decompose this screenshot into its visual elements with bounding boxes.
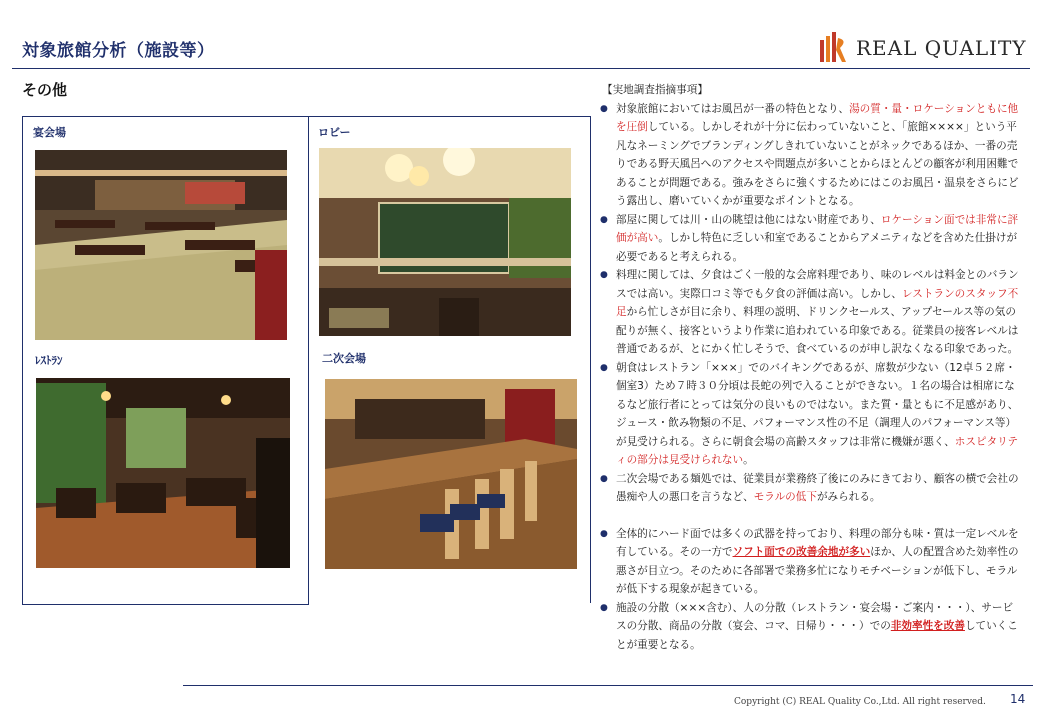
note-highlight: ロケーション面では非常に評価が高い (616, 213, 1019, 244)
note-highlight: レストランのスタッフ不足 (616, 287, 1019, 318)
note-highlight: ソフト面での改善余地が多い (732, 546, 871, 558)
note-text: 。 (743, 454, 754, 466)
photo-label-lobby: ロビー (318, 126, 351, 139)
note-item (600, 266, 1020, 359)
note-highlight: 非効率性を改善 (890, 620, 965, 632)
section-subtitle: その他 (22, 81, 68, 99)
note-text: 。しかし特色に乏しい和室であることからアメニティなどを含めた仕掛けが必要であると考えられる。 (616, 232, 1018, 263)
note-highlight: モラルの低下 (753, 491, 817, 503)
note-text: していくことが重要となる。 (616, 620, 1018, 651)
note-text: している。しかしそれが十分に伝わっていないこと、「旅館××××」という平凡なネーミングでブランディングしきれていないことがネックであるほか、一番の売りである野天風呂へのアクセスや問題点が多いことからほとんどの顧客が利用困難であることが問題である。強みをさらに強くするためにはこのお風呂・温泉をさらにどう露出し、磨いていくかが重要なポイントとなる。 (616, 121, 1019, 207)
page-number: 14 (1010, 692, 1026, 706)
bar-lounge-photo (325, 379, 577, 569)
note-item (600, 525, 1020, 599)
lobby-photo (319, 148, 571, 336)
photo-label-bar: 二次会場 (322, 352, 366, 365)
note-item (600, 359, 1020, 470)
photo-label-banquet: 宴会場 (33, 126, 66, 139)
note-item (600, 100, 1020, 211)
photo-label-restaurant: ﾚｽﾄﾗﾝ (35, 354, 63, 367)
company-logo (816, 30, 1027, 66)
note-text: 部屋に関しては川・山の眺望は他にはない財産であり、 (616, 213, 881, 226)
logo-text: REAL QUALITY (856, 36, 1027, 60)
copyright: Copyright (C) REAL Quality Co.,Ltd. All right reserved. (734, 697, 986, 707)
note-text: 二次会場である麺処では、従業員が業務終了後にのみにきており、顧客の横で会社の愚痴や人の悪口を言うなど、 (616, 472, 1019, 503)
real-quality-logo-icon (816, 30, 850, 66)
note-text: 対象旅館においてはお風呂が一番の特色となり、 (616, 102, 850, 115)
note-text: 料理に関しては、夕食はごく一般的な会席料理であり、味のレベルは料金とのバランスでは高い。実際口コミ等でも夕食の評価は高い。しかし、 (616, 269, 1019, 300)
note-highlight: 湯の質・量・ロケーションともに他を圧倒 (616, 102, 1019, 133)
banquet-hall-photo (35, 150, 287, 340)
footer-divider (183, 685, 1033, 686)
page-title: 対象旅館分析（施設等） (22, 41, 215, 61)
note-text: から忙しさが目に余り、料理の説明、ドリンクセールス、アップセールス等の気の配りが無く、接客というより作業に追われている印象である。従業員の接客レベルは普通であるが、とにかく忙しそうで、食べているのが申し訳なくなる印象であった。 (616, 306, 1019, 355)
note-item (600, 211, 1020, 267)
note-item (600, 599, 1020, 655)
title-divider (12, 68, 1030, 69)
restaurant-photo (36, 378, 290, 568)
note-text: 朝食はレストラン「×××」でのバイキングであるが、席数が少ない（12卓５２席・個室3）ため７時３０分頃は長蛇の列で入ることができない。１名の場合は相席になるなど旅行者にとっては気分の良いものではない。また質・量ともに不足感があり、ジュース・飲み物類の不足、パフォーマンス性の不足（調理人のパフォーマンス等）が見受けられる。さらに朝食会場の高齢スタッフは非常に機嫌が悪く、 (616, 361, 1019, 448)
note-text: 全体的にハード面では多くの武器を持っており、料理の部分も味・質は一定レベルを有している。その一方で (616, 527, 1019, 558)
notes-heading: 【実地調査指摘事項】 (602, 84, 708, 96)
note-text: ほか、人の配置含めた効率性の悪さが目立つ。そのために各部署で業務多忙になりモチベーションが低下し、モラルが低下する現象が起きている。 (616, 546, 1019, 595)
note-item (600, 470, 1020, 507)
note-highlight: ホスピタリティの部分は見受けられない (616, 435, 1019, 466)
note-text: 施設の分散（×××含む）、人の分散（レストラン・宴会場・ご案内・・・）、サービスの分散、商品の分散（宴会、コマ、日帰り・・・）での (616, 601, 1014, 632)
findings-notes (600, 81, 1020, 654)
note-text: がみられる。 (816, 491, 881, 503)
